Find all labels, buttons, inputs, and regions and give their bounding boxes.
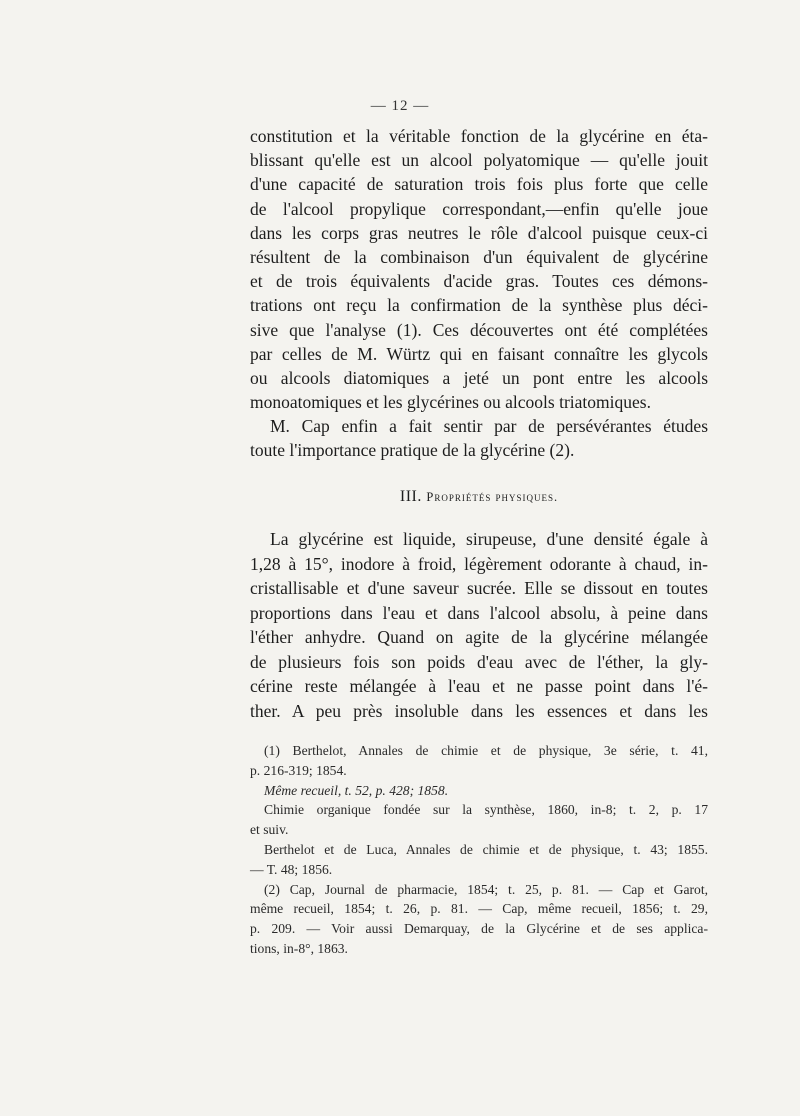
footnote-line: p. 209. — Voir aussi Demarquay, de la Glycérine et de ses applica-	[250, 921, 708, 937]
footnote-line: (1) Berthelot, Annales de chimie et de physique, 3e série, t. 41,	[264, 743, 708, 758]
text-line: cérine reste mélangée à l'eau et ne passe point dans l'é-	[250, 676, 708, 696]
footnotes	[250, 741, 708, 959]
footnote-line: p. 216-319; 1854.	[250, 762, 347, 778]
text-line: et de trois équivalents d'acide gras. Toutes ces démons-	[250, 271, 708, 292]
footnote-line: (2) Cap, Journal de pharmacie, 1854; t. 25, p. 81. — Cap et Garot,	[264, 881, 708, 897]
text-line: ther. A peu près insoluble dans les essences et dans les	[250, 700, 708, 721]
text-line: proportions dans l'eau et dans l'alcool absolu, à peine dans	[250, 602, 708, 623]
page-number: — 12 —	[370, 98, 430, 114]
paragraph-physical-properties	[250, 527, 708, 723]
text-line: trations ont reçu la confirmation de la synthèse plus déci-	[250, 295, 708, 316]
text-line: ou alcools diatomiques a jeté un pont entre les alcools	[250, 367, 708, 388]
section-title: Propriétés physiques.	[426, 490, 559, 504]
footnote-line: tions, in-8°, 1863.	[250, 940, 348, 956]
footnote-line: Chimie organique fondée sur la synthèse, 1860, in-8; t. 2, p. 17	[264, 802, 708, 818]
footnote-line: et suiv.	[250, 822, 289, 838]
footnote-line: — T. 48; 1856.	[250, 861, 333, 877]
footnote-line: même recueil, 1854; t. 26, p. 81. — Cap, même recueil, 1856; t. 29,	[250, 901, 708, 917]
text-line: M. Cap enfin a fait sentir par de persévérantes études	[270, 416, 708, 437]
text-line: sive que l'analyse (1). Ces découvertes ont été complétées	[250, 319, 708, 340]
section-heading	[250, 488, 708, 506]
text-line: 1,28 à 15°, inodore à froid, légèrement odorante à chaud, in-	[250, 553, 708, 574]
text-line: de l'alcool propylique correspondant,—enfin qu'elle joue	[250, 198, 708, 219]
text-line: d'une capacité de saturation trois fois plus forte que celle	[250, 174, 708, 195]
text-line: l'éther anhydre. Quand on agite de la glycérine mélangée	[250, 627, 708, 647]
text-line: monoatomiques et les glycérines ou alcools triatomiques.	[250, 392, 651, 413]
text-line: par celles de M. Würtz qui en faisant connaître les glycols	[250, 343, 708, 364]
text-line: constitution et la véritable fonction de la glycérine en éta-	[250, 126, 708, 146]
paragraph-glycerine-history	[250, 124, 708, 463]
text-line: résultent de la combinaison d'un équivalent de glycérine	[250, 246, 708, 267]
footnote-line: Même recueil, t. 52, p. 428; 1858.	[264, 782, 449, 798]
section-number: III.	[399, 488, 422, 505]
text-line: dans les corps gras neutres le rôle d'alcool puisque ceux-ci	[250, 222, 708, 243]
text-line: La glycérine est liquide, sirupeuse, d'une densité égale à	[270, 529, 708, 549]
text-line: cristallisable et d'une saveur sucrée. Elle se dissout en toutes	[250, 578, 708, 598]
text-line: blissant qu'elle est un alcool polyatomique — qu'elle jouit	[250, 150, 708, 171]
footnote-line: Berthelot et de Luca, Annales de chimie et de physique, t. 43; 1855.	[264, 841, 708, 857]
text-line: toute l'importance pratique de la glycérine (2).	[250, 440, 575, 461]
text-line: de plusieurs fois son poids d'eau avec de l'éther, la gly-	[250, 651, 708, 672]
